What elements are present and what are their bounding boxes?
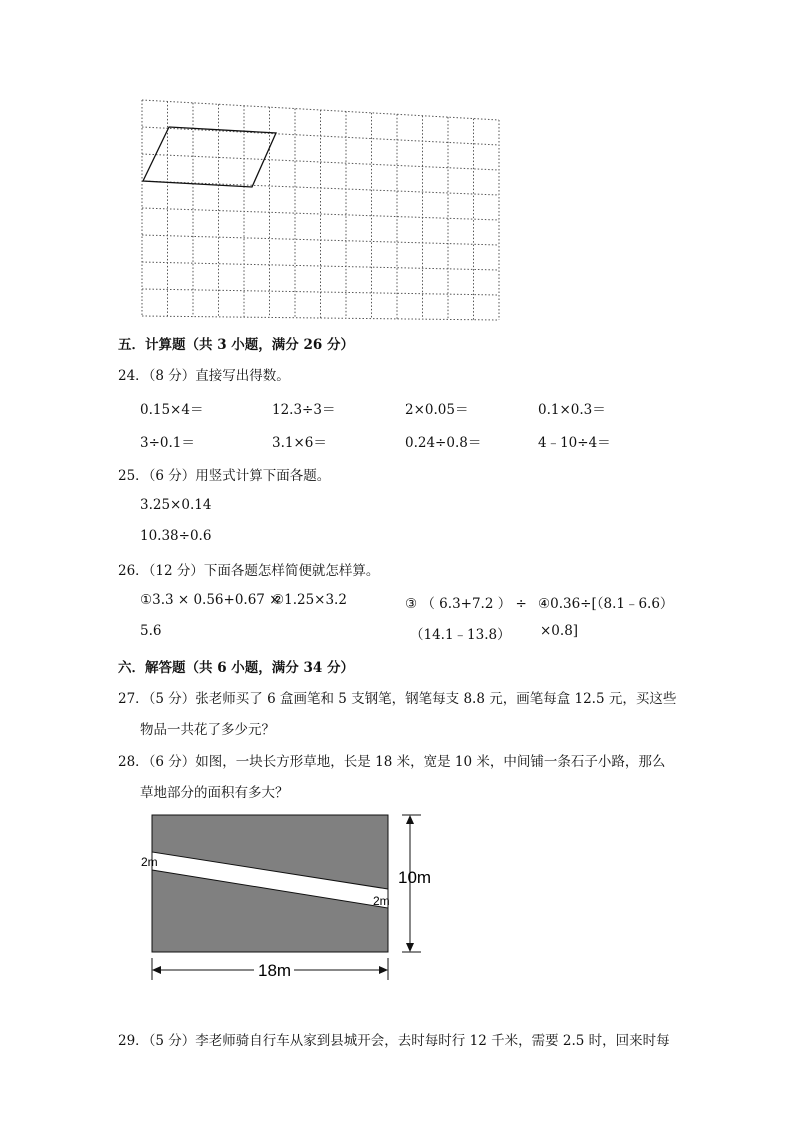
q24-item: 0.24÷0.8＝ <box>405 435 482 451</box>
question-24-stem: 24．（8 分）直接写出得数。 <box>118 368 290 384</box>
path-width-left-label: 2m <box>141 855 158 869</box>
q26-item-4-line2: ×0.8] <box>540 623 579 639</box>
q24-item: 4﹣10÷4＝ <box>538 435 611 451</box>
question-27-line1: 27．（5 分）张老师买了 6 盒画笔和 5 支钢笔，钢笔每支 8.8 元，画笔每盒 12.5 元，买这些 <box>118 691 677 707</box>
question-29-line1: 29．（5 分）李老师骑自行车从家到县城开会，去时每时行 12 千米，需要 2.5 时，回来时每 <box>118 1033 670 1049</box>
height-label: 10m <box>398 868 432 887</box>
question-28-line1: 28．（6 分）如图，一块长方形草地，长是 18 米，宽是 10 米，中间铺一条石子小路，那么 <box>118 754 666 770</box>
q24-item: 0.15×4＝ <box>140 402 204 418</box>
q24-item: 3.1×6＝ <box>272 435 327 451</box>
section-5-heading: 五．计算题（共 3 小题，满分 26 分） <box>118 337 354 353</box>
q24-item: 3÷0.1＝ <box>140 435 195 451</box>
q25-item: 3.25×0.14 <box>140 497 212 513</box>
q26-item-1-line1: ①3.3 × 0.56+0.67 × <box>140 592 281 608</box>
path-width-right-label: 2m <box>373 894 390 908</box>
question-28-line2: 草地部分的面积有多大？ <box>140 785 289 801</box>
q26-item-3-line1: ③ （ 6.3+7.2 ） ÷ <box>405 596 527 612</box>
q26-item-2: ②1.25×3.2 <box>272 592 347 608</box>
q26-item-4-line1: ④0.36÷[（8.1﹣6.6） <box>538 596 674 612</box>
q24-item: 2×0.05＝ <box>405 402 469 418</box>
q24-item: 0.1×0.3＝ <box>538 402 606 418</box>
q25-item: 10.38÷0.6 <box>140 528 212 544</box>
question-27-line2: 物品一共花了多少元？ <box>140 722 275 738</box>
q26-item-3-line2: （14.1﹣13.8） <box>410 627 511 643</box>
q26-item-1-line2: 5.6 <box>140 623 162 639</box>
length-label: 18m <box>258 961 292 980</box>
q24-item: 12.3÷3＝ <box>272 402 336 418</box>
section-6-heading: 六．解答题（共 6 小题，满分 34 分） <box>118 660 354 676</box>
question-26-stem: 26．（12 分）下面各题怎样简便就怎样算。 <box>118 563 380 579</box>
question-25-stem: 25．（6 分）用竖式计算下面各题。 <box>118 468 331 484</box>
